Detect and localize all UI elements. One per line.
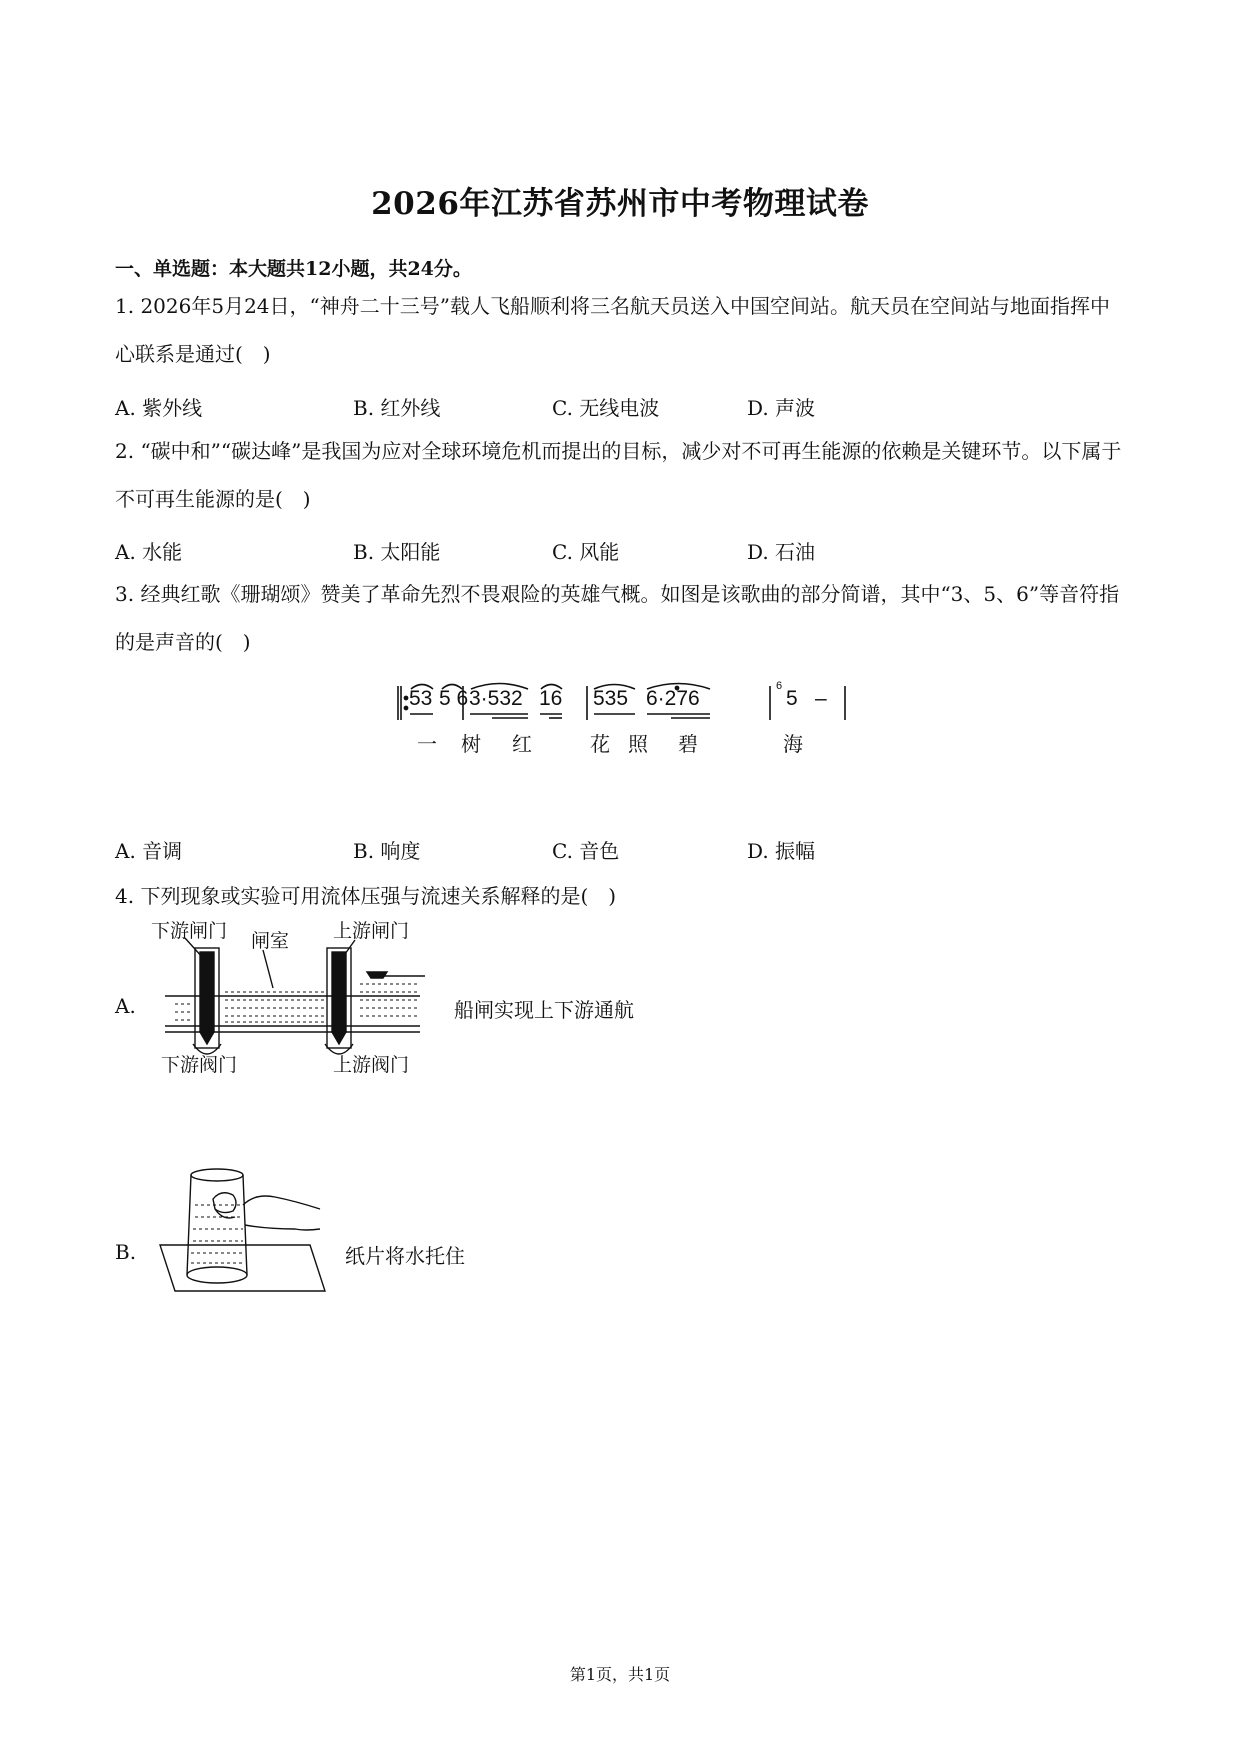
choice-b-letter: B. [115,1240,137,1264]
lyric: 红 [512,732,532,756]
page-footer: 第1页，共1页 [569,1665,671,1684]
question-1 [115,282,1125,378]
note-group: – [815,687,827,710]
lyric: 照 [628,732,648,756]
question-2 [115,427,1125,523]
question-number: 3. [115,582,135,606]
choice-a-letter: A. [115,994,136,1018]
ship-lock-figure [151,918,435,1078]
lyric: 花 [590,732,610,756]
lyric: 碧 [678,732,698,756]
option-d: D. 石油 [747,540,816,564]
option-c: C. 无线电波 [552,396,660,420]
choice-a-caption: 船闸实现上下游通航 [454,998,634,1022]
lyric: 树 [461,732,481,756]
grace-note: 6 [776,680,783,692]
question-4 [115,872,1125,920]
note-group: 53 [409,687,433,710]
lyric: 海 [783,732,803,756]
numbered-music-notation [395,680,855,760]
section-heading: 一、单选题：本大题共12小题，共24分。 [115,258,472,280]
upstream-valve-label: 上游阀门 [333,1055,410,1076]
note-group: 5 [786,687,798,710]
option-a: A. 紫外线 [115,396,203,420]
question-stem: “碳中和”“碳达峰”是我国为应对全球环境危机而提出的目标，减少对不可再生能源的依赖是关键环节。以下属于不可再生能源的是( ) [115,439,1122,511]
option-b: B. 响度 [353,839,421,863]
question-stem: 经典红歌《珊瑚颂》赞美了革命先烈不畏艰险的英雄气概。如图是该歌曲的部分简谱，其中“3、5、6”等音符指的是声音的( ) [115,582,1120,654]
note-group: 6·276 [646,687,700,710]
question-3 [115,570,1125,666]
question-number: 1. [115,294,135,318]
note-group: 5 6 [439,687,469,710]
downstream-valve-label: 下游阀门 [161,1055,238,1076]
option-b: B. 红外线 [353,396,441,420]
note-group: 16 [539,687,563,710]
choice-b-caption: 纸片将水托住 [345,1244,465,1268]
question-stem: 2026年5月24日，“神舟二十三号”载人飞船顺利将三名航天员送入中国空间站。航天员在空间站与地面指挥中心联系是通过( ) [115,294,1110,366]
option-a: A. 水能 [115,540,183,564]
question-stem: 下列现象或实验可用流体压强与流速关系解释的是( ) [140,884,617,908]
cup-paper-figure [155,1155,330,1295]
option-d: D. 振幅 [747,839,816,863]
question-number: 4. [115,884,135,908]
downstream-gate-label: 下游闸门 [151,921,228,942]
option-c: C. 风能 [552,540,620,564]
page-title: 2026年江苏省苏州市中考物理试卷 [371,186,869,222]
option-a: A. 音调 [115,839,183,863]
question-number: 2. [115,439,135,463]
option-d: D. 声波 [747,396,816,420]
lyric: 一 [417,732,437,756]
note-group: 535 [593,687,629,710]
option-b: B. 太阳能 [353,540,441,564]
upstream-gate-label: 上游闸门 [333,921,410,942]
note-group: 3·532 [469,687,523,710]
chamber-label: 闸室 [251,931,290,952]
option-c: C. 音色 [552,839,620,863]
